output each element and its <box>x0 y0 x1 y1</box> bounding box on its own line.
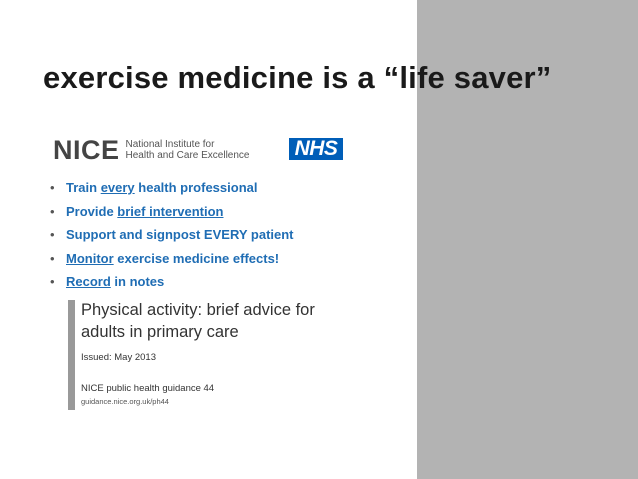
bullet-text: health professional <box>134 180 258 195</box>
document-title-line1: Physical activity: brief advice for <box>81 301 315 319</box>
bullet-dot-icon: • <box>50 227 55 242</box>
bullet-item-train <box>50 177 294 201</box>
nhs-logo: NHS <box>289 138 343 160</box>
bullet-text: Provide <box>66 203 118 219</box>
bullet-text: Support and signpost EVERY patient <box>66 227 294 242</box>
bullet-dot-icon: • <box>50 180 55 195</box>
document-issued-date: Issued: May 2013 <box>81 352 156 363</box>
bullet-list <box>50 177 294 295</box>
bullet-dot-icon: • <box>50 250 55 266</box>
bullet-link-brief-intervention[interactable]: brief intervention <box>117 203 224 219</box>
bullet-item-record <box>50 271 294 295</box>
bullet-item-monitor <box>50 248 294 272</box>
document-guidance-label: NICE public health guidance 44 <box>81 383 215 394</box>
document-url: guidance.nice.org.uk/ph44 <box>81 397 169 406</box>
nice-subtitle <box>126 139 250 161</box>
nice-logo <box>53 135 249 165</box>
document-title <box>81 299 401 343</box>
bullet-text: in notes <box>110 274 165 289</box>
bullet-link-monitor[interactable]: Monitor <box>66 250 114 266</box>
document-accent-bar <box>68 300 75 410</box>
nice-subtitle-line1: National Institute for <box>125 139 215 150</box>
document-title-line2: adults in primary care <box>81 323 239 341</box>
bullet-link-every[interactable]: every <box>100 180 135 195</box>
bullet-link-record[interactable]: Record <box>66 274 111 289</box>
bullet-text: Train <box>66 180 101 195</box>
bullet-item-provide <box>50 201 294 225</box>
slide-title: exercise medicine is a “life saver” <box>43 60 552 95</box>
nice-wordmark: NICE <box>53 134 120 165</box>
bullet-item-support <box>50 224 294 248</box>
bullet-dot-icon: • <box>50 274 55 289</box>
nice-subtitle-line2: Health and Care Excellence <box>125 150 250 161</box>
bullet-text: exercise medicine effects! <box>113 250 280 266</box>
bullet-dot-icon: • <box>50 203 55 219</box>
